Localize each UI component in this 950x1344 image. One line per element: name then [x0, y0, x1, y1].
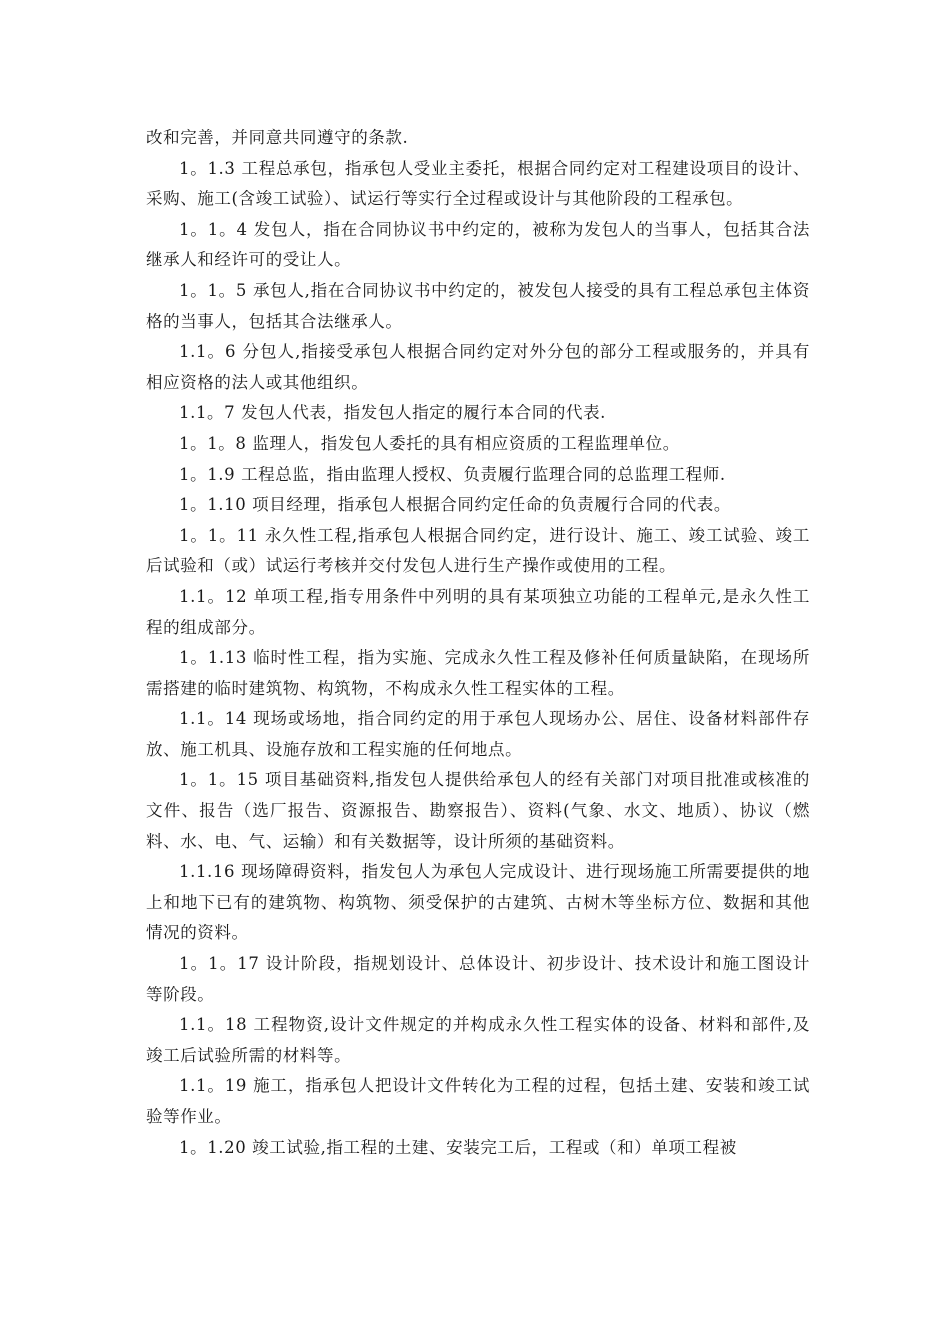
clause-1-1-15: 1。1。15 项目基础资料,指发包人提供给承包人的经有关部门对项目批准或核准的文件、报告（选厂报告、资源报告、勘察报告）、资料(气象、水文、地质）、协议（燃料、水、电、气、运输）和有关数据等，设计所须的基础资料。: [146, 770, 810, 851]
clause-1-1-16: 1.1.16 现场障碍资料，指发包人为承包人完成设计、进行现场施工所需要提供的地上和地下已有的建筑物、构筑物、须受保护的古建筑、古树木等坐标方位、数据和其他情况的资料。: [146, 862, 810, 943]
clause-1-1-18: 1.1。18 工程物资,设计文件规定的并构成永久性工程实体的设备、材料和部件,及竣工后试验所需的材料等。: [146, 1015, 810, 1065]
clause-1-1-13: 1。1.13 临时性工程，指为实施、完成永久性工程及修补任何质量缺陷，在现场所需搭建的临时建筑物、构筑物，不构成永久性工程实体的工程。: [146, 648, 810, 698]
clause-1-1-4: 1。1。4 发包人，指在合同协议书中约定的，被称为发包人的当事人，包括其合法继承人和经许可的受让人。: [146, 219, 810, 270]
clause-1-1-3: 1。1.3 工程总承包，指承包人受业主委托，根据合同约定对工程建设项目的设计、采购、施工(含竣工试验）、试运行等实行全过程或设计与其他阶段的工程承包。: [146, 158, 810, 209]
document-body: [146, 123, 810, 1163]
clause-1-1-20: 1。1.20 竣工试验,指工程的土建、安装完工后，工程或（和）单项工程被: [179, 1137, 737, 1157]
clause-1-1-12: 1.1。12 单项工程,指专用条件中列明的具有某项独立功能的工程单元,是永久性工程的组成部分。: [146, 586, 810, 637]
clause-1-1-6: 1.1。6 分包人,指接受承包人根据合同约定对外分包的部分工程或服务的，并具有相应资格的法人或其他组织。: [146, 342, 810, 392]
clause-1-1-19: 1.1。19 施工，指承包人把设计文件转化为工程的过程，包括土建、安装和竣工试验等作业。: [146, 1076, 810, 1126]
clause-1-1-5: 1。1。5 承包人,指在合同协议书中约定的，被发包人接受的具有工程总承包主体资格的当事人，包括其合法继承人。: [146, 280, 810, 331]
clause-1-1-9: 1。1.9 工程总监，指由监理人授权、负责履行监理合同的总监理工程师.: [179, 464, 726, 484]
clause-1-1-14: 1.1。14 现场或场地，指合同约定的用于承包人现场办公、居住、设备材料部件存放、施工机具、设施存放和工程实施的任何地点。: [146, 709, 810, 759]
clause-1-1-10: 1。1.10 项目经理，指承包人根据合同约定任命的负责履行合同的代表。: [179, 495, 731, 515]
clause-1-1-17: 1。1。17 设计阶段，指规划设计、总体设计、初步设计、技术设计和施工图设计等阶段。: [146, 954, 810, 1004]
clause-1-1-8: 1。1。8 监理人，指发包人委托的具有相应资质的工程监理单位。: [179, 433, 680, 453]
paragraph-continuation: 改和完善，并同意共同遵守的条款.: [146, 128, 409, 147]
clause-1-1-7: 1.1。7 发包人代表，指发包人指定的履行本合同的代表.: [179, 403, 607, 423]
clause-1-1-11: 1。1。11 永久性工程,指承包人根据合同约定，进行设计、施工、竣工试验、竣工后试验和（或）试运行考核并交付发包人进行生产操作或使用的工程。: [146, 525, 810, 576]
